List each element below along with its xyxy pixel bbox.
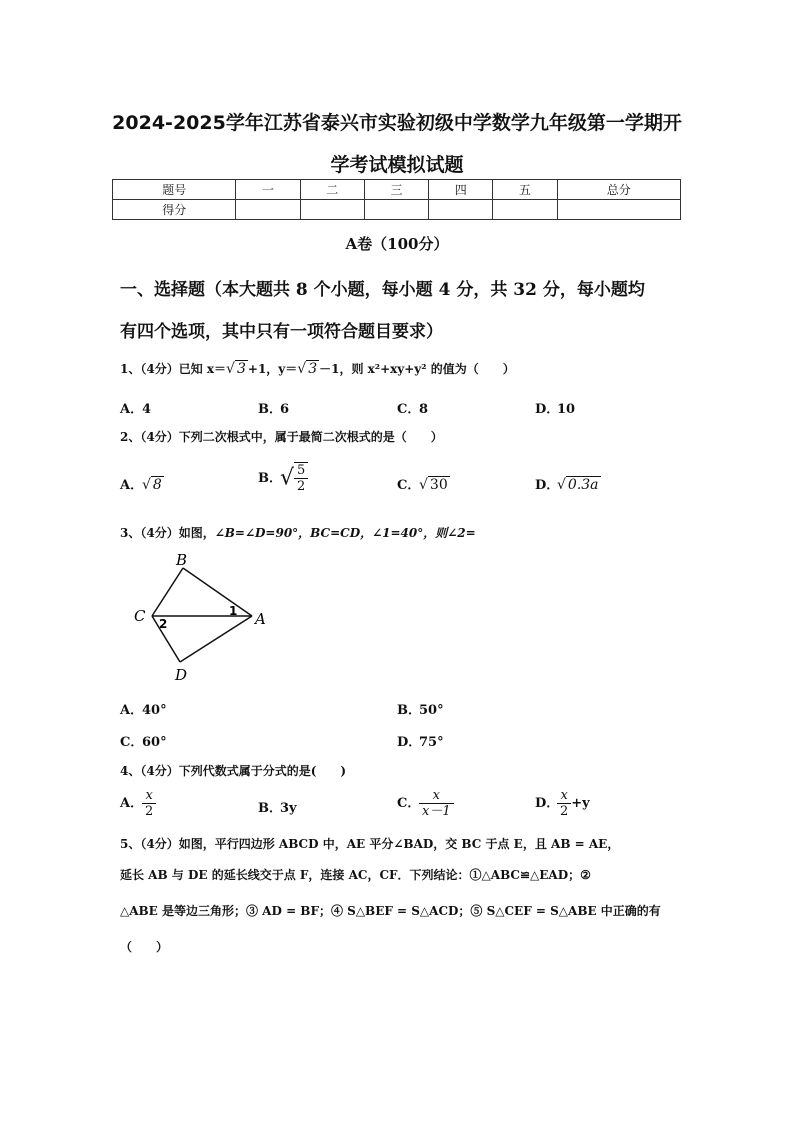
score-input-cell bbox=[300, 200, 364, 220]
label-d: D bbox=[175, 666, 188, 684]
score-table-header-row bbox=[113, 180, 681, 200]
q4-option-c[interactable]: C． $\frac{x}{x-1}$ bbox=[397, 788, 454, 819]
q1-option-b[interactable]: B．6 bbox=[258, 402, 290, 417]
angle-1-label: 1 bbox=[229, 604, 238, 618]
label-b: B bbox=[176, 551, 188, 569]
score-cell: 题号 bbox=[113, 180, 236, 200]
score-cell: 总分 bbox=[557, 180, 680, 200]
score-input-cell bbox=[429, 200, 493, 220]
exam-title-line2: 学考试模拟试题 bbox=[330, 154, 464, 176]
score-input-cell bbox=[557, 200, 680, 220]
score-cell: 三 bbox=[364, 180, 428, 200]
q3-option-b[interactable]: B．50° bbox=[397, 703, 444, 718]
q4-option-b[interactable]: B．3y bbox=[258, 801, 297, 816]
score-input-cell bbox=[236, 200, 300, 220]
volume-label: A卷（100分） bbox=[345, 235, 449, 253]
score-table-score-row bbox=[113, 200, 681, 220]
q4-option-d[interactable]: D． $\frac{x}{2}$ +y bbox=[535, 788, 590, 819]
q1-radical-1: √ 3 bbox=[226, 361, 246, 377]
score-input-cell bbox=[493, 200, 557, 220]
score-table bbox=[112, 179, 681, 220]
label-a: A bbox=[255, 610, 266, 628]
q1-option-d[interactable]: D．10 bbox=[535, 402, 576, 417]
q2-option-c[interactable]: C．√ 30 bbox=[397, 477, 448, 493]
q1-tail: －1，则 x²+xy+y² 的值为（ ） bbox=[319, 362, 515, 376]
section1-heading-line1: 一、选择题（本大题共 8 个小题，每小题 4 分，共 32 分，每小题均 bbox=[120, 280, 645, 300]
q1-option-a[interactable]: A．4 bbox=[120, 402, 152, 417]
section1-heading-line2: 有四个选项，其中只有一项符合题目要求） bbox=[120, 322, 443, 342]
question-5-line1: 5、（4分）如图，平行四边形 ABCD 中，AE 平分∠BAD，交 BC 于点 E，且 AB = AE， bbox=[120, 837, 620, 851]
question-5-answer-blank: （ ） bbox=[120, 940, 169, 954]
q4-option-a[interactable]: A． $\frac{x}{2}$ bbox=[120, 788, 156, 819]
score-cell: 二 bbox=[300, 180, 364, 200]
q1-prefix: 1、（4分）已知 x＝ bbox=[120, 362, 227, 376]
question-5-line2: 延长 AB 与 DE 的延长线交于点 F，连接 AC，CF．下列结论：①△ABC≌△EAD；② bbox=[120, 868, 591, 882]
q3-option-d[interactable]: D．75° bbox=[397, 735, 444, 750]
q1-option-c[interactable]: C．8 bbox=[397, 402, 429, 417]
q1-radical-2: √ 3 bbox=[297, 361, 318, 377]
q2-option-d[interactable]: D．√ 0.3a bbox=[535, 477, 599, 493]
score-cell: 一 bbox=[236, 180, 300, 200]
q3-option-c[interactable]: C．60° bbox=[120, 735, 167, 750]
q1-mid: +1，y＝ bbox=[247, 362, 298, 376]
segment-ba bbox=[183, 568, 252, 616]
question-1-stem bbox=[120, 360, 515, 377]
angle-2-label: 2 bbox=[159, 617, 168, 631]
q3-option-a[interactable]: A．40° bbox=[120, 703, 167, 718]
score-cell: 五 bbox=[493, 180, 557, 200]
score-cell: 得分 bbox=[113, 200, 236, 220]
score-cell: 四 bbox=[429, 180, 493, 200]
exam-title-line1: 2024-2025学年江苏省泰兴市实验初级中学数学九年级第一学期开 bbox=[112, 112, 682, 134]
q3-figure bbox=[128, 548, 273, 688]
segment-da bbox=[180, 616, 252, 662]
question-3-stem: 3、（4分）如图，∠B=∠D=90°，BC=CD，∠1=40°，则∠2= bbox=[120, 526, 476, 540]
q2-option-b[interactable]: B．√ $\frac{5}{2}$ bbox=[258, 462, 308, 494]
question-5-line3: △ABE 是等边三角形；③ AD = BF；④ S△BEF = S△ACD；⑤ S△CEF = S△ABE 中正确的有 bbox=[120, 904, 661, 918]
q2-option-a[interactable]: A．√ 8 bbox=[120, 477, 162, 493]
label-c: C bbox=[134, 607, 146, 625]
question-4-stem: 4、（4分）下列代数式属于分式的是( ) bbox=[120, 764, 347, 778]
question-2-stem: 2、（4分）下列二次根式中，属于最简二次根式的是（ ） bbox=[120, 430, 443, 444]
segment-bc bbox=[152, 568, 183, 616]
score-input-cell bbox=[364, 200, 428, 220]
